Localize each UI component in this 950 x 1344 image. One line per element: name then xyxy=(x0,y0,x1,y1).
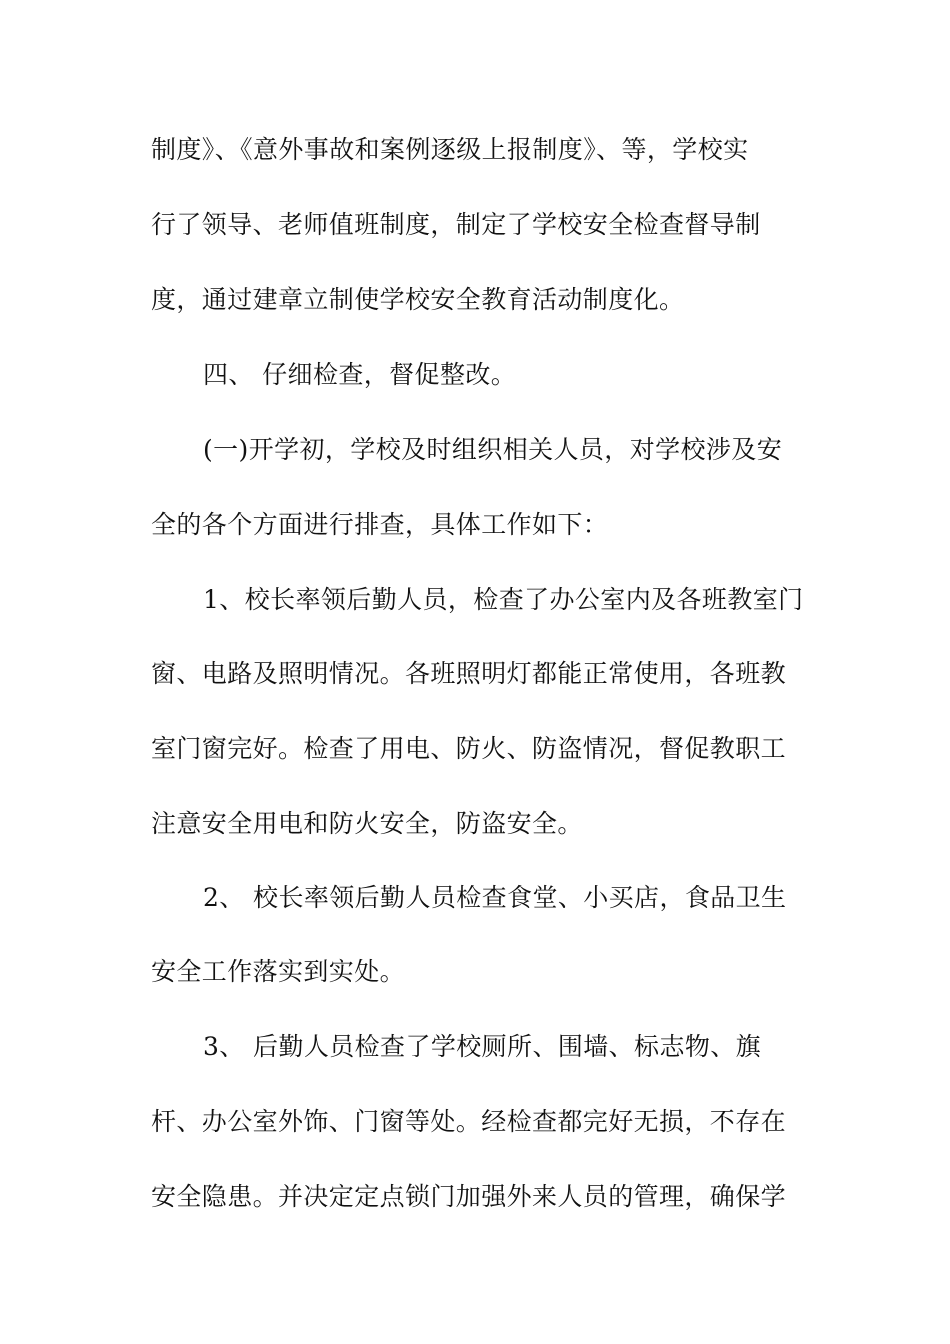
list-item-line: 窗、电路及照明情况。各班照明灯都能正常使用，各班教 xyxy=(151,659,787,688)
list-item-line: 安全工作落实到实处。 xyxy=(151,957,406,986)
list-item-line: 注意安全用电和防火安全，防盗安全。 xyxy=(151,809,583,838)
paragraph-line: 制度》、《意外事故和案例逐级上报制度》、等，学校实 xyxy=(151,135,749,164)
section-heading: 四、 仔细检查，督促整改。 xyxy=(203,360,517,389)
paragraph-line: 行了领导、老师值班制度，制定了学校安全检查督导制 xyxy=(151,210,761,239)
list-item-line: 杆、办公室外饰、门窗等处。经检查都完好无损，不存在 xyxy=(151,1107,787,1136)
list-item-line: 2、 校长率领后勤人员检查食堂、小买店，食品卫生 xyxy=(203,883,787,912)
list-item-line: 3、 后勤人员检查了学校厕所、围墙、标志物、旗 xyxy=(203,1032,762,1061)
list-item-line: 室门窗完好。检查了用电、防火、防盗情况，督促教职工 xyxy=(151,734,787,763)
paragraph-line: 度，通过建章立制使学校安全教育活动制度化。 xyxy=(151,285,685,314)
paragraph-line: 全的各个方面进行排查，具体工作如下： xyxy=(151,510,609,539)
list-item-line: 安全隐患。并决定定点锁门加强外来人员的管理，确保学 xyxy=(151,1182,787,1211)
list-item-line: 1、校长率领后勤人员，检查了办公室内及各班教室门 xyxy=(203,585,804,614)
paragraph-line: (一)开学初，学校及时组织相关人员，对学校涉及安 xyxy=(203,435,783,464)
